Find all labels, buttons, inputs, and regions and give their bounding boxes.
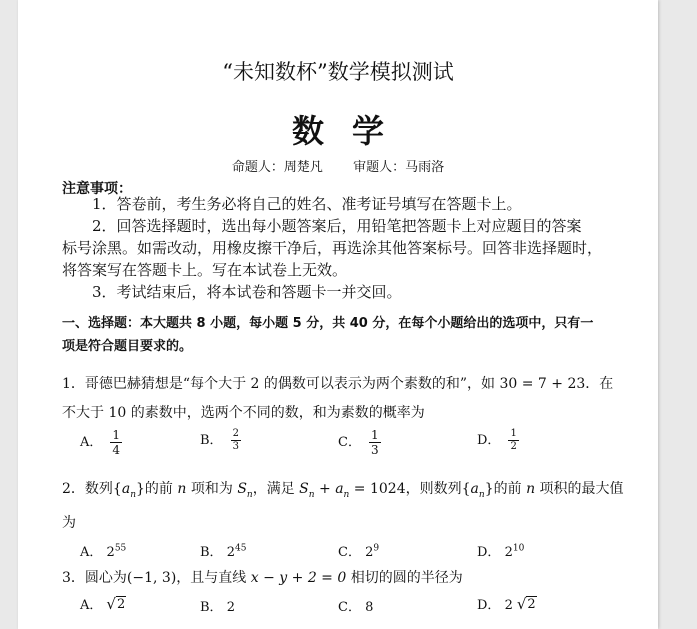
exam-title: 数学 — [291, 112, 412, 150]
option-label: D． — [477, 598, 501, 613]
q2-line-1: 2．数列$\{a_n\}$的前 n 项和为 $S_n$，满足 $S_n + a_n = 1024$，则数列$\{a_n\}$的前 n 项积的最大值 — [62, 481, 624, 500]
author-label: 命题人：周楚凡 — [231, 160, 323, 175]
option-label: A． — [80, 435, 103, 450]
fraction: $\frac{1}{3}$ — [370, 428, 379, 457]
q1-option-d — [477, 428, 519, 453]
option-label: D． — [477, 545, 501, 560]
q2-line-2: 为 — [62, 515, 76, 531]
option-label: A． — [80, 598, 103, 613]
option-label: D． — [477, 433, 501, 448]
q1-option-c — [338, 428, 381, 457]
q1-option-a — [80, 428, 122, 457]
q3-option-a — [80, 594, 126, 613]
q2-option-a: A． $2^{55}$ — [80, 543, 127, 560]
q3-option-c: C． 8 — [338, 600, 374, 615]
option-label: C． — [338, 600, 361, 615]
q1-line-2: 不大于 10 的素数中，选两个不同的数，和为素数的概率为 — [62, 405, 425, 421]
exam-subtitle: “未知数杯”数学模拟测试 — [222, 60, 454, 84]
notice-line-5: 3．考试结束后，将本试卷和答题卡一并交回。 — [92, 283, 402, 301]
notice-line-3: 标号涂黑。如需改动，用橡皮擦干净后，再选涂其他答案标号。回答非选择题时， — [62, 239, 603, 257]
option-label: B． — [200, 433, 223, 448]
option-label: A． — [80, 545, 103, 560]
option-label: B． — [200, 545, 223, 560]
notice-line-2: 2．回答选择题时，选出每小题答案后，用铅笔把答题卡上对应题目的答案 — [92, 217, 582, 235]
q3-option-b: B． 2 — [200, 600, 235, 615]
viewer-scrollbar[interactable] — [683, 0, 697, 629]
q2-option-d: D． $2^{10}$ — [477, 543, 525, 560]
q2-option-c: C． $2^9$ — [338, 543, 380, 560]
q1-option-b — [200, 428, 241, 453]
notice-line-1: 1．答卷前，考生务必将自己的姓名、准考证号填写在答题卡上。 — [92, 195, 522, 213]
section-1-title-line-2: 项是符合题目要求的。 — [62, 339, 193, 354]
fraction: $\frac{2}{3}$ — [232, 428, 239, 452]
q1-line-1: 1．哥德巴赫猜想是“每个大于 2 的偶数可以表示为两个素数的和”，如 30 = 7 + 23．在 — [62, 376, 614, 392]
q3-line-1: 3．圆心为(−1, 3)，且与直线 x − y + 2 = 0 相切的圆的半径为 — [62, 570, 463, 586]
q3-option-d: D． 2 √ 2 — [477, 595, 536, 613]
authors-line — [18, 156, 658, 175]
reviewer-label: 审题人：马雨洛 — [353, 160, 445, 175]
exam-page — [18, 0, 658, 629]
sqrt: √ 2 — [106, 595, 126, 613]
option-label: C． — [338, 435, 361, 450]
fraction: $\frac{1}{4}$ — [112, 428, 121, 457]
fraction: $\frac{1}{2}$ — [510, 428, 517, 452]
q2-option-b: B． $2^{45}$ — [200, 543, 247, 560]
notice-heading: 注意事项： — [62, 181, 132, 197]
sqrt: √ 2 — [516, 595, 536, 613]
section-1-title-line-1: 一、选择题：本大题共 8 小题，每小题 5 分，共 40 分，在每个小题给出的选项中，只有一 — [62, 316, 594, 331]
option-label: B． — [200, 600, 223, 615]
option-label: C． — [338, 545, 361, 560]
notice-line-4: 将答案写在答题卡上。写在本试卷上无效。 — [62, 261, 348, 279]
